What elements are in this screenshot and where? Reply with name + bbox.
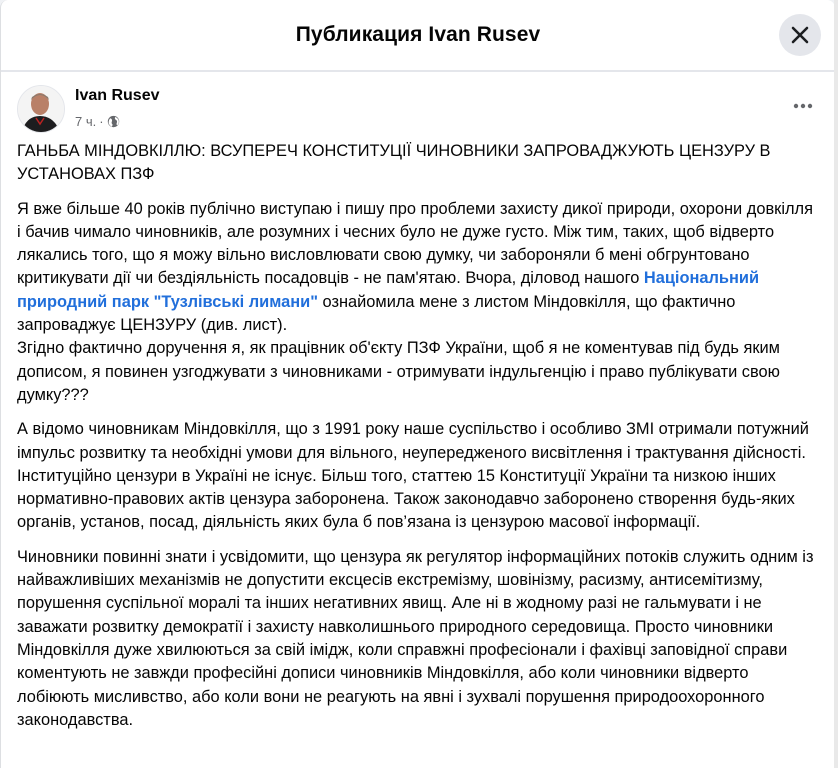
- author-name[interactable]: Ivan Rusev: [75, 87, 160, 104]
- scrollbar[interactable]: [834, 0, 838, 768]
- paragraph-1-continuation: Згідно фактично доручення я, як працівник об'єкту ПЗФ України, щоб я не коментував під будь яким дописом, я повинен узгоджувати з чиновниками - отримувати індульгенцію і право публікувати свою думку???: [17, 339, 780, 404]
- post-time[interactable]: 7 ч.: [75, 114, 97, 129]
- avatar-image: [18, 86, 64, 132]
- dialog-header: [1, 0, 835, 72]
- avatar[interactable]: [17, 85, 65, 133]
- post-headline: ГАНЬБА МІНДОВКІЛЛЮ: ВСУПЕРЕЧ КОНСТИТУЦІЇ ЧИНОВНИКИ ЗАПРОВАДЖУЮТЬ ЦЕНЗУРУ В УСТАНОВАХ ПЗФ: [17, 142, 771, 184]
- more-options-button[interactable]: [791, 98, 815, 114]
- post-paragraph-3: Чиновники повинні знати і усвідомити, що цензура як регулятор інформаційних потоків служить одним із найважливіших механізмів не допустити ексцесів екстремізму, шовінізму, расизму, антисемітизму, порушення суспільної моралі та інших негативних явищ. Але ні в жодному разі не гальмувати і не заважати розвитку демократії і захисту навколишнього природного середовища. Просто чиновники Міндовкілля дуже хвилюються за свій імідж, коли справжні професіонали і фахівці заповідної справи коментують не завжди професійні дописи чиновників Міндовкілля, або коли чиновники відверто лобіюють мисливство, або коли вони не реагують на явні і зухвалі порушення природоохоронного законодавства.: [17, 547, 814, 729]
- paragraph-1-text: Я вже більше 40 років публічно виступаю і пишу про проблеми захисту дикої природи, охорони довкілля і бачив чимало чиновників, але розумних і чесних було не дуже густо. Між тим, таких, щоб відверто лякались того, що я можу вільно висловлювати свою думку, чи забороняли б мені обгрунтовано критикувати дії чи бездіяльність посадовців - не пам'ятаю. Вчора, діловод нашого: [17, 199, 813, 288]
- dialog-title: Публикация Ivan Rusev: [295, 23, 541, 46]
- close-button[interactable]: [779, 14, 821, 56]
- close-icon: [790, 25, 810, 45]
- globe-icon: [107, 115, 120, 128]
- more-horizontal-icon: [793, 103, 813, 109]
- post-body: [1, 140, 835, 732]
- paragraph-1-text-after-link: ознайомила мене з листом Міндовкілля, що фактично запроваджує ЦЕНЗУРУ (див. лист).: [17, 292, 736, 335]
- meta-separator: ·: [99, 114, 104, 129]
- post-paragraph-1: [17, 198, 817, 408]
- post-header: [1, 72, 835, 138]
- post-paragraph-2: А відомо чиновникам Міндовкілля, що з 1991 року наше суспільство і особливо ЗМІ отримали потужний імпульс розвитку та необхідні умови для вільного, неупередженого висвітлення і трактування дійсності. Інституційно цензури в Україні не існує. Більш того, статтею 15 Конституції України та низкою інших нормативно-правових актів цензура заборонена. Також законодавчо заборонено створення будь-яких органів, установ, посад, діяльність яких була б пов’язана із цензурою масової інформації.: [17, 420, 809, 532]
- park-page-link[interactable]: Національний природний парк "Тузлівські лимани": [17, 269, 760, 311]
- post-meta: [75, 114, 120, 129]
